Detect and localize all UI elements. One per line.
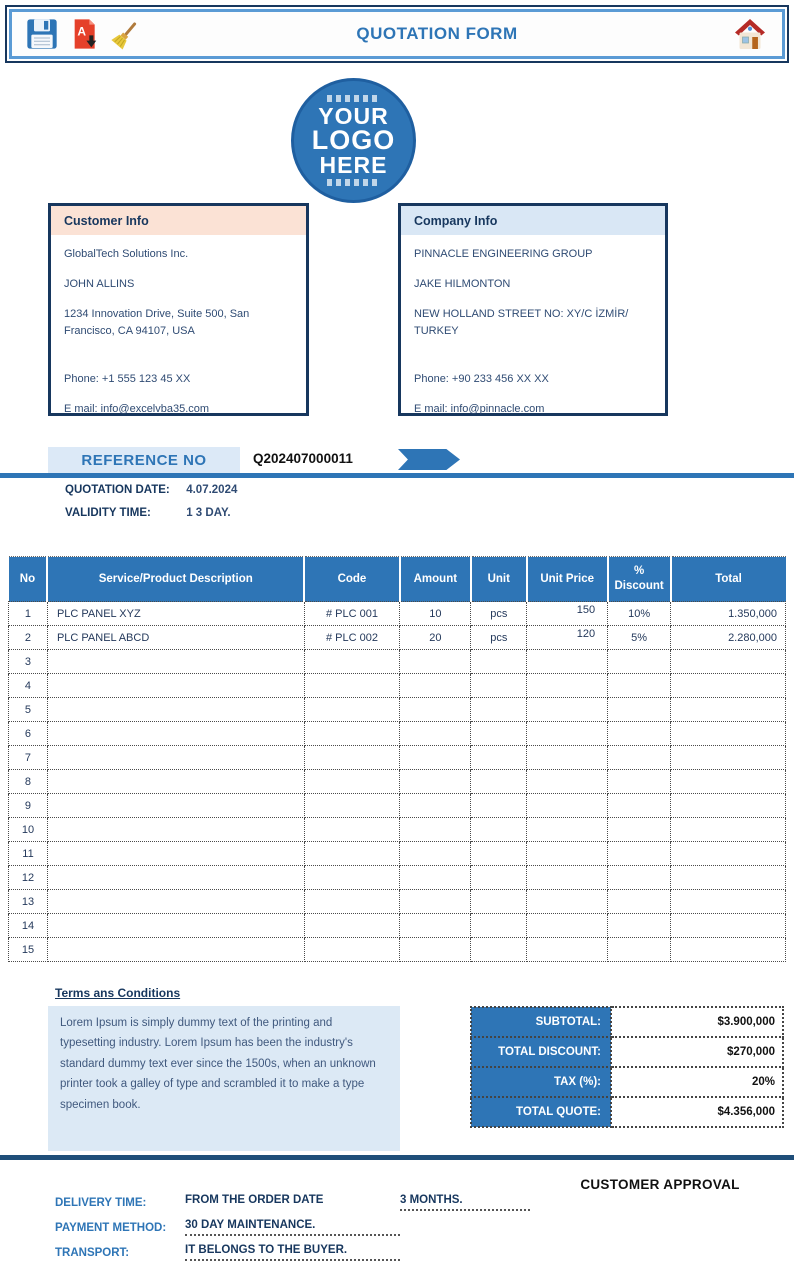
cell-code[interactable]: # PLC 002 [304, 626, 400, 650]
cell-amount[interactable] [400, 890, 471, 914]
pdf-export-icon[interactable] [68, 18, 100, 50]
cell-code[interactable] [304, 890, 400, 914]
validity-time-row [65, 507, 231, 519]
customer-phone-field[interactable]: Phone: +1 555 123 45 XX [64, 373, 191, 386]
table-row [9, 914, 786, 938]
cell-description[interactable] [47, 866, 304, 890]
payment-method-row [55, 1222, 183, 1234]
cell-total[interactable] [671, 698, 786, 722]
col-header-unit: Unit [471, 557, 527, 602]
cell-no[interactable]: 11 [9, 842, 48, 866]
cell-unit[interactable] [471, 794, 527, 818]
table-row [9, 818, 786, 842]
validity-time-label: VALIDITY TIME: [65, 507, 151, 519]
totals-row [471, 1097, 783, 1127]
cell-no[interactable]: 12 [9, 866, 48, 890]
cell-discount[interactable] [608, 746, 671, 770]
cell-unit[interactable] [471, 938, 527, 962]
cell-code[interactable]: # PLC 001 [304, 602, 400, 626]
payment-method-label: PAYMENT METHOD: [55, 1222, 167, 1234]
cell-description[interactable] [47, 842, 304, 866]
cell-total[interactable] [671, 938, 786, 962]
col-header-total: Total [671, 557, 786, 602]
company-phone-field[interactable]: Phone: +90 233 456 XX XX [414, 373, 549, 386]
customer-info-body [51, 235, 306, 418]
totals-value: $4.356,000 [611, 1097, 783, 1127]
table-row [9, 746, 786, 770]
cell-unit-price[interactable] [527, 698, 608, 722]
terms-body-text[interactable]: Lorem Ipsum is simply dummy text of the printing and typesetting industry. Lorem Ipsum has been the industry's standard dummy text ever since the 1500s, when an unknown printer took a galley of type and scrambled it to make a type specimen book. [48, 1006, 400, 1151]
home-icon[interactable] [732, 16, 768, 52]
cell-unit[interactable] [471, 914, 527, 938]
cell-code[interactable] [304, 938, 400, 962]
cell-total[interactable] [671, 722, 786, 746]
cell-description[interactable] [47, 890, 304, 914]
customer-info-box [48, 203, 309, 416]
cell-unit[interactable]: pcs [471, 626, 527, 650]
cell-amount[interactable]: 20 [400, 626, 471, 650]
logo-stripe-top [327, 95, 381, 102]
cell-unit[interactable] [471, 674, 527, 698]
company-info-box [398, 203, 668, 416]
cell-discount[interactable] [608, 818, 671, 842]
table-row [9, 938, 786, 962]
cell-description[interactable] [47, 722, 304, 746]
delivery-time-label: DELIVERY TIME: [55, 1197, 147, 1209]
cell-code[interactable] [304, 722, 400, 746]
cell-discount[interactable] [608, 938, 671, 962]
totals-label: TAX (%): [471, 1067, 611, 1097]
cell-amount[interactable] [400, 842, 471, 866]
cell-discount[interactable]: 10% [608, 602, 671, 626]
table-row [9, 842, 786, 866]
totals-table [470, 1006, 784, 1128]
totals-label: TOTAL QUOTE: [471, 1097, 611, 1127]
totals-label: SUBTOTAL: [471, 1007, 611, 1037]
col-header-no: No [9, 557, 48, 602]
customer-company-field[interactable]: GlobalTech Solutions Inc. [64, 248, 189, 260]
cell-unit-price[interactable] [527, 914, 608, 938]
cell-description[interactable] [47, 698, 304, 722]
cell-unit[interactable] [471, 722, 527, 746]
cell-total[interactable] [671, 650, 786, 674]
cell-total[interactable] [671, 866, 786, 890]
customer-email-field[interactable]: E mail: info@excelvba35.com [64, 403, 210, 416]
cell-no[interactable]: 9 [9, 794, 48, 818]
logo-badge [291, 78, 416, 203]
svg-text:A: A [77, 24, 87, 39]
cell-description[interactable] [47, 938, 304, 962]
toolbar-icons [26, 18, 142, 50]
cell-code[interactable] [304, 914, 400, 938]
cell-amount[interactable] [400, 818, 471, 842]
cell-unit[interactable]: pcs [471, 602, 527, 626]
items-table-header-row [9, 557, 786, 602]
col-header-amount: Amount [400, 557, 471, 602]
cell-unit-price[interactable] [527, 650, 608, 674]
company-address-field[interactable]: NEW HOLLAND STREET NO: XY/C İZMİR/ TURKEY [414, 308, 629, 338]
logo-text-line3: HERE [319, 151, 388, 178]
cell-unit[interactable] [471, 818, 527, 842]
logo-text-line2: LOGO [311, 125, 396, 156]
table-row [9, 698, 786, 722]
cell-amount[interactable] [400, 866, 471, 890]
cell-code[interactable] [304, 650, 400, 674]
terms-heading: Terms ans Conditions [55, 986, 181, 1000]
table-row [9, 626, 786, 650]
cell-description[interactable]: PLC PANEL XYZ [47, 602, 304, 626]
company-contact-field[interactable]: JAKE HILMONTON [414, 278, 511, 291]
delivery-time-value[interactable]: FROM THE ORDER DATE [185, 1194, 324, 1206]
cell-unit-price[interactable] [527, 770, 608, 794]
quotation-date-value[interactable]: 4.07.2024 [186, 484, 238, 496]
cell-description[interactable] [47, 794, 304, 818]
cell-code[interactable] [304, 818, 400, 842]
logo-stripe-bottom [327, 179, 381, 186]
reference-arrow-icon [398, 449, 460, 470]
table-row [9, 722, 786, 746]
cell-discount[interactable] [608, 722, 671, 746]
cell-amount[interactable]: 10 [400, 602, 471, 626]
validity-time-value[interactable]: 1 3 DAY. [186, 507, 231, 519]
cell-description[interactable] [47, 914, 304, 938]
cell-code[interactable] [304, 746, 400, 770]
cell-discount[interactable] [608, 650, 671, 674]
cell-code[interactable] [304, 866, 400, 890]
cell-unit[interactable] [471, 866, 527, 890]
cell-no[interactable]: 8 [9, 770, 48, 794]
cell-no[interactable]: 4 [9, 674, 48, 698]
cell-code[interactable] [304, 770, 400, 794]
cell-description[interactable] [47, 818, 304, 842]
col-header-code: Code [304, 557, 400, 602]
cell-amount[interactable] [400, 722, 471, 746]
cell-code[interactable] [304, 794, 400, 818]
cell-total[interactable] [671, 674, 786, 698]
totals-value: $270,000 [611, 1037, 783, 1067]
cell-unit-price[interactable] [527, 674, 608, 698]
cell-description[interactable] [47, 746, 304, 770]
page-title: QUOTATION FORM [356, 24, 518, 43]
reference-no-label: REFERENCE NO [48, 447, 240, 474]
cell-amount[interactable] [400, 914, 471, 938]
cell-discount[interactable] [608, 914, 671, 938]
payment-method-value[interactable]: 30 DAY MAINTENANCE. [185, 1219, 400, 1236]
cell-discount[interactable]: 5% [608, 626, 671, 650]
transport-row [55, 1247, 183, 1259]
cell-no[interactable]: 14 [9, 914, 48, 938]
cell-unit[interactable] [471, 890, 527, 914]
cell-total[interactable] [671, 914, 786, 938]
delivery-time-extra[interactable]: 3 MONTHS. [400, 1194, 530, 1211]
reference-divider [0, 473, 794, 478]
table-row [9, 650, 786, 674]
items-table [8, 556, 786, 962]
cell-total[interactable]: 1.350,000 [671, 602, 786, 626]
cell-no[interactable]: 10 [9, 818, 48, 842]
table-row [9, 866, 786, 890]
cell-code[interactable] [304, 698, 400, 722]
totals-row [471, 1037, 783, 1067]
cell-unit-price[interactable]: 150 [527, 602, 608, 626]
cell-unit[interactable] [471, 698, 527, 722]
company-info-body [401, 235, 665, 418]
cell-total[interactable]: 2.280,000 [671, 626, 786, 650]
transport-label: TRANSPORT: [55, 1247, 130, 1259]
cell-unit-price[interactable] [527, 794, 608, 818]
company-email-field[interactable]: E mail: info@pinnacle.com [414, 403, 545, 416]
totals-row [471, 1007, 783, 1037]
customer-info-header: Customer Info [51, 206, 306, 235]
customer-approval-label: CUSTOMER APPROVAL [580, 1177, 740, 1192]
cell-amount[interactable] [400, 650, 471, 674]
totals-value: 20% [611, 1067, 783, 1097]
cell-unit-price[interactable]: 120 [527, 626, 608, 650]
cell-no[interactable]: 15 [9, 938, 48, 962]
cell-discount[interactable] [608, 674, 671, 698]
cell-no[interactable]: 1 [9, 602, 48, 626]
customer-address-field[interactable]: 1234 Innovation Drive, Suite 500, San Francisco, CA 94107, USA [64, 308, 250, 338]
cell-code[interactable] [304, 842, 400, 866]
quotation-date-row [65, 484, 237, 496]
cell-description[interactable] [47, 674, 304, 698]
cell-total[interactable] [671, 890, 786, 914]
cell-amount[interactable] [400, 770, 471, 794]
cell-unit-price[interactable] [527, 938, 608, 962]
col-header-unit-price: Unit Price [527, 557, 608, 602]
table-row [9, 794, 786, 818]
cell-discount[interactable] [608, 770, 671, 794]
cell-total[interactable] [671, 794, 786, 818]
cell-discount[interactable] [608, 794, 671, 818]
cell-code[interactable] [304, 674, 400, 698]
col-header-discount: % Discount [608, 557, 671, 602]
cell-total[interactable] [671, 818, 786, 842]
cell-no[interactable]: 6 [9, 722, 48, 746]
reference-no-value: Q202407000011 [253, 451, 353, 466]
cell-unit-price[interactable] [527, 866, 608, 890]
totals-value: $3.900,000 [611, 1007, 783, 1037]
cell-no[interactable]: 7 [9, 746, 48, 770]
cell-description[interactable] [47, 650, 304, 674]
cell-unit[interactable] [471, 650, 527, 674]
clear-broom-icon[interactable] [110, 18, 142, 50]
cell-amount[interactable] [400, 794, 471, 818]
company-name-field[interactable]: PINNACLE ENGINEERING GROUP [414, 248, 593, 260]
totals-label: TOTAL DISCOUNT: [471, 1037, 611, 1067]
save-icon[interactable] [26, 18, 58, 50]
company-info-header: Company Info [401, 206, 665, 235]
cell-unit[interactable] [471, 842, 527, 866]
col-header-description: Service/Product Description [47, 557, 304, 602]
cell-discount[interactable] [608, 698, 671, 722]
quotation-date-label: QUOTATION DATE: [65, 484, 170, 496]
cell-unit-price[interactable] [527, 842, 608, 866]
cell-no[interactable]: 5 [9, 698, 48, 722]
cell-amount[interactable] [400, 938, 471, 962]
table-row [9, 602, 786, 626]
logo-text-line1: YOUR [318, 102, 389, 129]
footer-divider [0, 1155, 794, 1160]
transport-value[interactable]: IT BELONGS TO THE BUYER. [185, 1244, 400, 1261]
cell-unit-price[interactable] [527, 890, 608, 914]
cell-total[interactable] [671, 770, 786, 794]
cell-no[interactable]: 13 [9, 890, 48, 914]
cell-no[interactable]: 3 [9, 650, 48, 674]
table-row [9, 674, 786, 698]
cell-total[interactable] [671, 842, 786, 866]
cell-amount[interactable] [400, 698, 471, 722]
toolbar [5, 5, 789, 63]
cell-unit-price[interactable] [527, 746, 608, 770]
cell-discount[interactable] [608, 866, 671, 890]
cell-amount[interactable] [400, 746, 471, 770]
cell-unit-price[interactable] [527, 818, 608, 842]
cell-discount[interactable] [608, 842, 671, 866]
toolbar-inner [9, 9, 785, 59]
totals-row [471, 1067, 783, 1097]
cell-no[interactable]: 2 [9, 626, 48, 650]
cell-discount[interactable] [608, 890, 671, 914]
cell-unit[interactable] [471, 770, 527, 794]
delivery-time-row [55, 1197, 183, 1209]
cell-unit-price[interactable] [527, 722, 608, 746]
customer-contact-field[interactable]: JOHN ALLINS [64, 278, 135, 291]
cell-unit[interactable] [471, 746, 527, 770]
cell-total[interactable] [671, 746, 786, 770]
table-row [9, 890, 786, 914]
cell-description[interactable]: PLC PANEL ABCD [47, 626, 304, 650]
cell-amount[interactable] [400, 674, 471, 698]
table-row [9, 770, 786, 794]
cell-description[interactable] [47, 770, 304, 794]
